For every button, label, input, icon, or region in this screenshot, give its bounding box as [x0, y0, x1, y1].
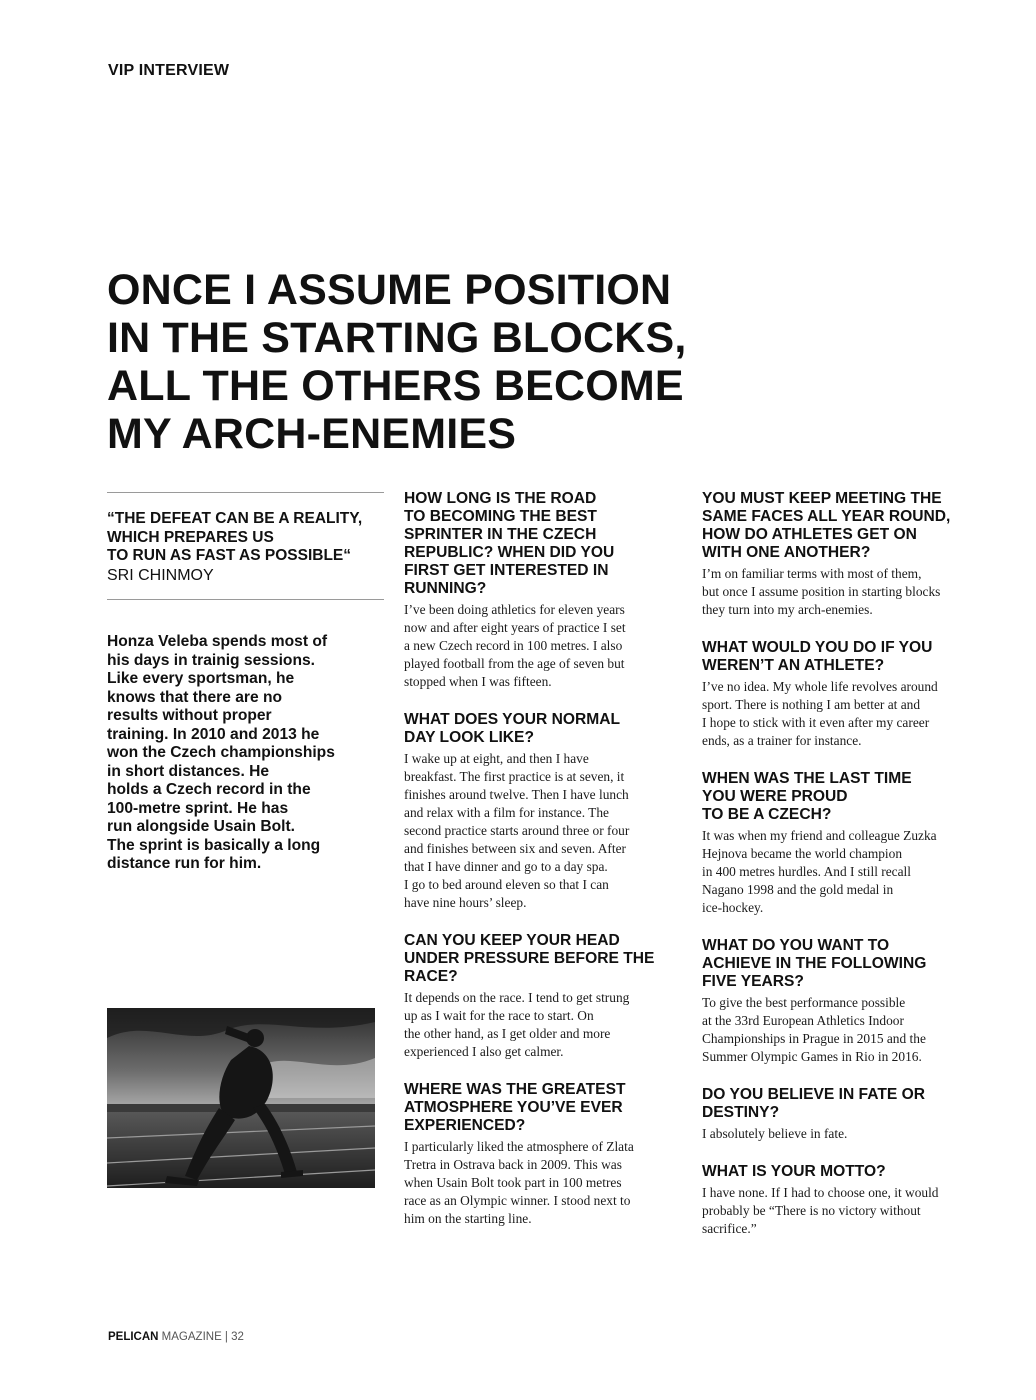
- answer-line: Championships in Prague in 2015 and the: [702, 1031, 926, 1046]
- answer-line: Summer Olympic Games in Rio in 2016.: [702, 1049, 922, 1064]
- lead-line: Honza Veleba spends most of: [107, 633, 328, 650]
- answer-line: I’m on familiar terms with most of them,: [702, 566, 922, 581]
- section-label: VIP INTERVIEW: [108, 62, 230, 79]
- answer-line: in 400 metres hurdles. And I still recall: [702, 864, 911, 879]
- question-line: WHAT IS YOUR MOTTO?: [702, 1163, 886, 1180]
- lead-line: The sprint is basically a long: [107, 836, 321, 854]
- lead-line: 100-metre sprint. He has: [107, 799, 289, 817]
- answer: [404, 989, 682, 1061]
- answer: [702, 827, 980, 917]
- answer-line: race as an Olympic winner. I stood next to: [404, 1193, 631, 1208]
- answer-line: I hope to stick with it even after my career: [702, 715, 930, 730]
- question-line: WEREN’T AN ATHLETE?: [702, 657, 885, 674]
- question-line: WHERE WAS THE GREATEST: [404, 1081, 626, 1098]
- answer-line: I’ve no idea. My whole life revolves around: [702, 679, 938, 694]
- question-line: YOU WERE PROUD: [702, 788, 848, 805]
- divider: [107, 599, 384, 600]
- headline-line: ALL THE OTHERS BECOME: [107, 362, 684, 410]
- answer-line: but once I assume position in starting blocks: [702, 584, 941, 599]
- answer-line: the other hand, as I get older and more: [404, 1026, 611, 1041]
- answer-line: ice-hockey.: [702, 900, 764, 915]
- question-line: UNDER PRESSURE BEFORE THE: [404, 950, 655, 967]
- qa-block: [702, 1163, 980, 1238]
- question-line: RACE?: [404, 968, 458, 985]
- qa-block: [702, 937, 980, 1066]
- qa-block: [404, 1081, 682, 1228]
- answer-line: up as I wait for the race to start. On: [404, 1008, 594, 1023]
- answer-line: second practice starts around three or four: [404, 823, 630, 838]
- lead-line: results without proper: [107, 707, 272, 724]
- question-line: WHAT WOULD YOU DO IF YOU: [702, 639, 933, 656]
- answer-line: ends, as a trainer for instance.: [702, 733, 862, 748]
- quote-author: SRI CHINMOY: [107, 566, 214, 584]
- headline-line: ONCE I ASSUME POSITION: [107, 266, 672, 314]
- answer-line: breakfast. The first practice is at seven, it: [404, 769, 625, 784]
- lead-line: distance run for him.: [107, 855, 262, 872]
- answer-line: stopped when I was fifteen.: [404, 674, 552, 689]
- question-line: ACHIEVE IN THE FOLLOWING: [702, 955, 927, 972]
- lead-line: Like every sportsman, he: [107, 670, 295, 687]
- quote-line: TO RUN AS FAST AS POSSIBLE“: [107, 547, 352, 564]
- question: [404, 711, 682, 747]
- question-line: RUNNING?: [404, 580, 487, 597]
- question: [404, 1081, 682, 1135]
- quote-line: “THE DEFEAT CAN BE A REALITY,: [107, 510, 363, 527]
- question-line: HOW DO ATHLETES GET ON: [702, 526, 917, 543]
- answer-line: probably be “There is no victory without: [702, 1203, 921, 1218]
- footer-page-info: MAGAZINE | 32: [158, 1331, 244, 1343]
- question-line: DO YOU BELIEVE IN FATE OR: [702, 1086, 925, 1103]
- answer-line: have nine hours’ sleep.: [404, 895, 527, 910]
- question: [702, 639, 980, 675]
- qa-block: [404, 490, 682, 691]
- question-line: WITH ONE ANOTHER?: [702, 544, 871, 561]
- answer-line: It was when my friend and colleague Zuzka: [702, 828, 937, 843]
- question: [702, 1163, 980, 1181]
- question-line: EXPERIENCED?: [404, 1117, 526, 1134]
- question: [404, 932, 682, 986]
- answer: [404, 601, 682, 691]
- question-line: REPUBLIC? WHEN DID YOU: [404, 544, 615, 561]
- interview-column-3: [702, 490, 980, 1258]
- answer-line: played football from the age of seven but: [404, 656, 625, 671]
- answer-line: when Usain Bolt took part in 100 metres: [404, 1175, 622, 1190]
- question: [702, 770, 980, 824]
- question: [702, 937, 980, 991]
- question-line: FIVE YEARS?: [702, 973, 804, 990]
- footer-brand: PELICAN: [108, 1331, 159, 1343]
- answer-line: experienced I also get calmer.: [404, 1044, 564, 1059]
- answer-line: that I have dinner and go to a day spa.: [404, 859, 608, 874]
- question-line: DAY LOOK LIKE?: [404, 729, 534, 746]
- answer-line: I absolutely believe in fate.: [702, 1126, 848, 1141]
- answer-line: I have none. If I had to choose one, it would: [702, 1185, 939, 1200]
- lead-line: his days in trainig sessions.: [107, 651, 315, 669]
- question-line: CAN YOU KEEP YOUR HEAD: [404, 932, 620, 949]
- answer-line: It depends on the race. I tend to get strung: [404, 990, 630, 1005]
- pull-quote: [107, 510, 384, 566]
- question-line: DESTINY?: [702, 1104, 780, 1121]
- lead-line: in short distances. He: [107, 762, 270, 780]
- answer-line: and relax with a film for instance. The: [404, 805, 610, 820]
- answer-line: Tretra in Ostrava back in 2009. This was: [404, 1157, 622, 1172]
- answer: [702, 1125, 980, 1143]
- answer-line: sacrifice.”: [702, 1221, 757, 1236]
- answer-line: now and after eight years of practice I set: [404, 620, 626, 635]
- question-line: TO BECOMING THE BEST: [404, 508, 597, 525]
- lead-line: won the Czech championships: [107, 744, 335, 761]
- question: [702, 490, 980, 562]
- qa-block: [702, 770, 980, 917]
- sprinter-photo: [107, 1008, 375, 1188]
- question-line: WHAT DOES YOUR NORMAL: [404, 711, 620, 728]
- answer-line: Hejnova became the world champion: [702, 846, 903, 861]
- question-line: SPRINTER IN THE CZECH: [404, 526, 597, 543]
- quote-line: WHICH PREPARES US: [107, 528, 274, 546]
- answer-line: To give the best performance possible: [702, 995, 906, 1010]
- answer-line: at the 33rd European Athletics Indoor: [702, 1013, 904, 1028]
- answer-line: I wake up at eight, and then I have: [404, 751, 589, 766]
- answer-line: finishes around twelve. Then I have lunch: [404, 787, 629, 802]
- qa-block: [702, 1086, 980, 1143]
- answer: [404, 1138, 682, 1228]
- answer-line: a new Czech record in 100 metres. I also: [404, 638, 623, 653]
- answer: [404, 750, 682, 912]
- qa-block: [702, 490, 980, 619]
- answer-line: I go to bed around eleven so that I can: [404, 877, 609, 892]
- page-footer: [108, 1331, 244, 1343]
- question-line: YOU MUST KEEP MEETING THE: [702, 490, 942, 507]
- question: [702, 1086, 980, 1122]
- qa-block: [404, 932, 682, 1061]
- answer: [702, 565, 980, 619]
- lead-line: run alongside Usain Bolt.: [107, 818, 296, 835]
- answer: [702, 1184, 980, 1238]
- question-line: WHAT DO YOU WANT TO: [702, 937, 890, 954]
- lead-line: training. In 2010 and 2013 he: [107, 725, 320, 743]
- qa-block: [702, 639, 980, 750]
- headline: [107, 266, 727, 458]
- lead-paragraph: [107, 633, 387, 874]
- question-line: ATMOSPHERE YOU’VE EVER: [404, 1099, 623, 1116]
- question-line: FIRST GET INTERESTED IN: [404, 562, 609, 579]
- answer-line: I’ve been doing athletics for eleven years: [404, 602, 625, 617]
- qa-block: [404, 711, 682, 912]
- pull-quote-block: [107, 492, 384, 600]
- answer-line: Nagano 1998 and the gold medal in: [702, 882, 894, 897]
- answer-line: and finishes between six and seven. After: [404, 841, 626, 856]
- answer: [702, 994, 980, 1066]
- interview-column-2: [404, 490, 682, 1248]
- question-line: HOW LONG IS THE ROAD: [404, 490, 597, 507]
- question-line: TO BE A CZECH?: [702, 806, 832, 823]
- question: [404, 490, 682, 598]
- answer-line: him on the starting line.: [404, 1211, 532, 1226]
- answer-line: they turn into my arch-enemies.: [702, 602, 873, 617]
- answer: [702, 678, 980, 750]
- lead-line: knows that there are no: [107, 688, 283, 706]
- headline-line: IN THE STARTING BLOCKS,: [107, 314, 687, 362]
- question-line: WHEN WAS THE LAST TIME: [702, 770, 912, 787]
- answer-line: sport. There is nothing I am better at and: [702, 697, 921, 712]
- answer-line: I particularly liked the atmosphere of Zlata: [404, 1139, 634, 1154]
- headline-line: MY ARCH-ENEMIES: [107, 410, 517, 458]
- divider: [107, 492, 384, 493]
- lead-line: holds a Czech record in the: [107, 781, 311, 798]
- question-line: SAME FACES ALL YEAR ROUND,: [702, 508, 951, 525]
